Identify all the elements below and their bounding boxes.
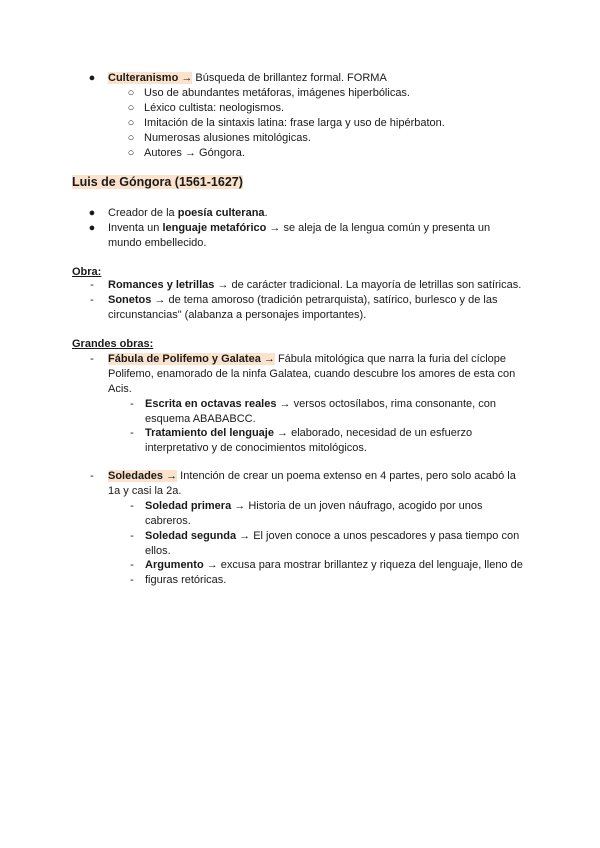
text-segment: → de carácter tradicional. La mayoría de letrillas son satíricas. (214, 279, 522, 291)
obra-item-2 (108, 293, 497, 308)
fabula-cont: Polifemo, enamorado de la ninfa Galatea, cuando descubre los amores de esta con (108, 368, 516, 380)
bullet-icon: ● (88, 72, 96, 84)
circle-bullet-icon: ○ (127, 147, 135, 159)
culteranismo-line (108, 71, 387, 86)
text-segment: Inventa un (108, 222, 163, 234)
culteranismo-item: Léxico cultista: neologismos. (144, 102, 285, 114)
fabula-sub-1-cont: esquema ABABABCC. (145, 413, 256, 425)
soledades-sub-2-cont: ellos. (145, 545, 171, 557)
grandes-heading: Grandes obras: (72, 338, 154, 350)
dash-bullet-icon: - (130, 530, 134, 542)
text-segment: → excusa para mostrar brillantez y riqueza del lenguaje, lleno de (203, 559, 523, 571)
soledades-cont: 1a y casi la 2a. (108, 485, 182, 497)
bullet-icon: ● (88, 222, 96, 234)
dash-bullet-icon: - (90, 470, 94, 482)
fabula-line (108, 352, 506, 367)
soledades-sub-3-cont: figuras retóricas. (145, 574, 227, 586)
circle-bullet-icon: ○ (127, 132, 135, 144)
dash-bullet-icon: - (90, 294, 94, 306)
soledades-sub-1 (145, 499, 483, 514)
dash-bullet-icon: - (90, 353, 94, 365)
fabula-sub-2-cont: interpretativo y de conocimientos mitológicos. (145, 442, 367, 454)
soledades-title: Soledades (108, 470, 164, 482)
bullet-icon: ● (88, 207, 96, 219)
soledades-sub-1-cont: cabreros. (145, 515, 191, 527)
text-segment: → El joven conoce a unos pescadores y pasa tiempo con (236, 530, 520, 542)
arrow-text: → (260, 353, 275, 365)
circle-bullet-icon: ○ (127, 102, 135, 114)
dash-bullet-icon: - (130, 427, 134, 439)
culteranismo-arrow: → (178, 72, 193, 84)
dash-bullet-icon: - (130, 398, 134, 410)
culteranismo-rest: Búsqueda de brillantez formal. FORMA (192, 72, 387, 84)
text-segment: Intención de crear un poema extenso en 4 partes, pero solo acabó la (177, 470, 516, 482)
bold-segment: Escrita en octavas reales (145, 398, 277, 410)
circle-bullet-icon: ○ (127, 117, 135, 129)
bold-segment: Sonetos (108, 294, 152, 306)
bold-segment: Tratamiento del lenguaje (145, 427, 274, 439)
culteranismo-item: Autores → Góngora. (144, 147, 245, 159)
gongora-title: Luis de Góngora (1561-1627) (72, 175, 243, 189)
fabula-sub-1 (145, 397, 496, 412)
dash-bullet-icon: - (90, 279, 94, 291)
bold-segment: Romances y letrillas (108, 279, 215, 291)
dash-bullet-icon: - (130, 500, 134, 512)
dash-bullet-icon: - (130, 574, 134, 586)
text-segment: → de tema amoroso (tradición petrarquista), satírico, burlesco y de las (151, 294, 498, 306)
bold-segment: lenguaje metafórico (162, 222, 267, 234)
text-segment: Fábula mitológica que narra la furia del cíclope (274, 353, 507, 365)
soledades-sub-2 (145, 529, 519, 544)
culteranismo-item: Uso de abundantes metáforas, imágenes hiperbólicas. (144, 87, 410, 99)
text-segment: → se aleja de la lengua común y presenta un (266, 222, 491, 234)
bold-segment: Argumento (145, 559, 204, 571)
fabula-sub-2 (145, 426, 472, 441)
text-segment: . (264, 207, 268, 219)
bold-segment: Soledad segunda (145, 530, 237, 542)
gongora-bullet-1 (108, 206, 268, 221)
culteranismo-term: Culteranismo (108, 72, 179, 84)
soledades-line (108, 469, 516, 484)
gongora-bullet-2-cont: mundo embellecido. (108, 237, 207, 249)
arrow-text: → (163, 470, 178, 482)
obra-item-1 (108, 278, 521, 293)
fabula-cont: Acis. (108, 383, 132, 395)
gongora-bullet-2 (108, 221, 490, 236)
obra-item-2-cont: circunstancias" (alabanza a personajes importantes). (108, 309, 367, 321)
text-segment: Creador de la (108, 207, 178, 219)
obra-heading: Obra: (72, 266, 102, 278)
dash-bullet-icon: - (130, 559, 134, 571)
culteranismo-item: Imitación de la sintaxis latina: frase larga y uso de hipérbaton. (144, 117, 445, 129)
text-segment: → versos octosílabos, rima consonante, con (276, 398, 496, 410)
text-segment: → Historia de un joven náufrago, acogido por unos (231, 500, 483, 512)
bold-segment: Soledad primera (145, 500, 232, 512)
circle-bullet-icon: ○ (127, 87, 135, 99)
fabula-title: Fábula de Polifemo y Galatea (108, 353, 261, 365)
soledades-sub-3 (145, 558, 523, 573)
gongora-heading (72, 175, 243, 190)
text-segment: → elaborado, necesidad de un esfuerzo (273, 427, 473, 439)
bold-segment: poesía culterana (177, 207, 265, 219)
culteranismo-item: Numerosas alusiones mitológicas. (144, 132, 311, 144)
